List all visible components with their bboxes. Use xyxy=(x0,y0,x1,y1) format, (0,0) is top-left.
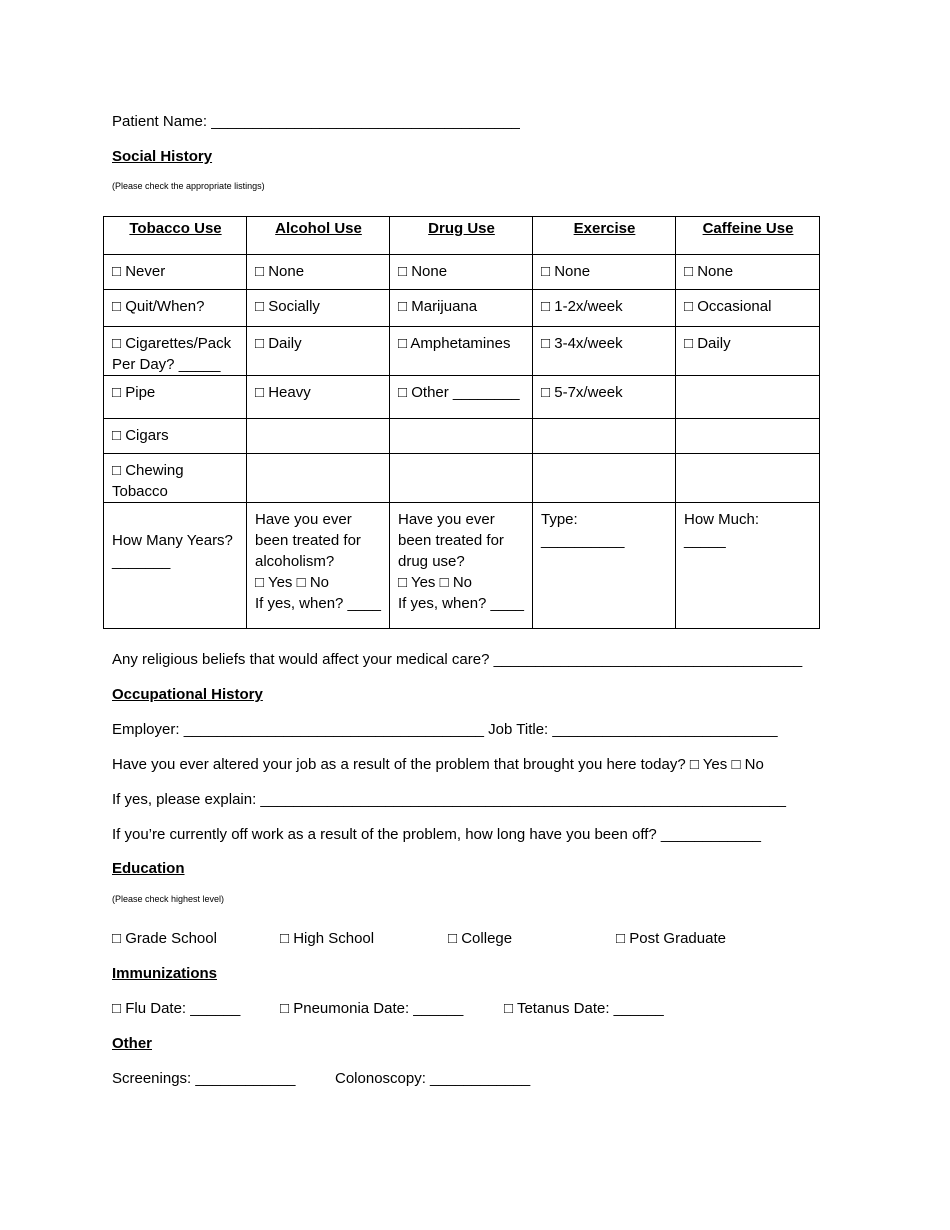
patient-name-line[interactable]: Patient Name: _____________________________________ xyxy=(112,113,520,130)
exercise-type-field[interactable]: Type: __________ xyxy=(533,503,676,629)
immunizations-heading: Immunizations xyxy=(112,965,218,982)
table-row xyxy=(104,454,820,503)
column-header: Caffeine Use xyxy=(676,217,820,255)
table-row xyxy=(104,290,820,327)
checkbox-option[interactable]: □ None xyxy=(533,255,676,290)
education-option-high-school[interactable]: □ High School xyxy=(280,930,375,947)
table-row xyxy=(104,503,820,629)
checkbox-option[interactable]: □ Daily xyxy=(247,327,390,376)
years-field[interactable]: How Many Years? _______ xyxy=(104,503,247,629)
pneumonia-date-field[interactable]: □ Pneumonia Date: ______ xyxy=(280,1000,464,1017)
education-heading: Education xyxy=(112,860,185,877)
education-option-grade-school[interactable]: □ Grade School xyxy=(112,930,217,947)
alcohol-treatment-question[interactable]: Have you ever been treated for alcoholism? □ Yes □ No If yes, when? ____ xyxy=(247,503,390,629)
social-history-note: (Please check the appropriate listings) xyxy=(112,181,265,191)
table-row xyxy=(104,419,820,454)
religious-beliefs-line[interactable]: Any religious beliefs that would affect your medical care? _____________________________________ xyxy=(112,651,803,668)
altered-job-question[interactable]: Have you ever altered your job as a result of the problem that brought you here today? □ Yes □ No xyxy=(112,756,764,773)
table-row xyxy=(104,376,820,419)
social-history-heading: Social History xyxy=(112,148,213,165)
empty-cell xyxy=(247,454,390,503)
education-option-college[interactable]: □ College xyxy=(448,930,513,947)
checkbox-option[interactable]: □ 1-2x/week xyxy=(533,290,676,327)
other-heading: Other xyxy=(112,1035,153,1052)
checkbox-option[interactable]: □ None xyxy=(676,255,820,290)
explain-line[interactable]: If yes, please explain: _______________________________________________________________ xyxy=(112,791,786,808)
checkbox-option[interactable]: □ 5-7x/week xyxy=(533,376,676,419)
checkbox-option[interactable]: □ Amphetamines xyxy=(390,327,533,376)
column-header: Drug Use xyxy=(390,217,533,255)
checkbox-option[interactable]: □ None xyxy=(390,255,533,290)
empty-cell xyxy=(533,419,676,454)
checkbox-option[interactable]: □ Cigarettes/Pack Per Day? _____ xyxy=(104,327,247,376)
empty-cell xyxy=(676,454,820,503)
checkbox-option[interactable]: □ Marijuana xyxy=(390,290,533,327)
checkbox-option[interactable]: □ Chewing Tobacco xyxy=(104,454,247,503)
column-header: Exercise xyxy=(533,217,676,255)
checkbox-option[interactable]: □ Socially xyxy=(247,290,390,327)
column-header: Alcohol Use xyxy=(247,217,390,255)
empty-cell xyxy=(533,454,676,503)
table-row xyxy=(104,327,820,376)
caffeine-amount-field[interactable]: How Much: _____ xyxy=(676,503,820,629)
drug-treatment-question[interactable]: Have you ever been treated for drug use? □ Yes □ No If yes, when? ____ xyxy=(390,503,533,629)
checkbox-option[interactable]: □ Never xyxy=(104,255,247,290)
checkbox-option[interactable]: □ None xyxy=(247,255,390,290)
empty-cell xyxy=(390,419,533,454)
empty-cell xyxy=(676,376,820,419)
empty-cell xyxy=(676,419,820,454)
checkbox-option[interactable]: □ Heavy xyxy=(247,376,390,419)
checkbox-option[interactable]: □ Other ________ xyxy=(390,376,533,419)
colonoscopy-field[interactable]: Colonoscopy: ____________ xyxy=(335,1070,531,1087)
table-header-row xyxy=(104,217,820,255)
occupational-history-heading: Occupational History xyxy=(112,686,263,703)
screenings-field[interactable]: Screenings: ____________ xyxy=(112,1070,296,1087)
education-note: (Please check highest level) xyxy=(112,894,225,904)
checkbox-option[interactable]: □ 3-4x/week xyxy=(533,327,676,376)
checkbox-option[interactable]: □ Pipe xyxy=(104,376,247,419)
social-history-table xyxy=(103,216,820,629)
checkbox-option[interactable]: □ Daily xyxy=(676,327,820,376)
checkbox-option[interactable]: □ Quit/When? xyxy=(104,290,247,327)
checkbox-option[interactable]: □ Cigars xyxy=(104,419,247,454)
education-option-post-graduate[interactable]: □ Post Graduate xyxy=(616,930,726,947)
empty-cell xyxy=(390,454,533,503)
tetanus-date-field[interactable]: □ Tetanus Date: ______ xyxy=(504,1000,664,1017)
off-work-line[interactable]: If you’re currently off work as a result of the problem, how long have you been off? ____________ xyxy=(112,826,762,843)
table-row xyxy=(104,255,820,290)
column-header: Tobacco Use xyxy=(104,217,247,255)
empty-cell xyxy=(247,419,390,454)
checkbox-option[interactable]: □ Occasional xyxy=(676,290,820,327)
flu-date-field[interactable]: □ Flu Date: ______ xyxy=(112,1000,241,1017)
employer-line[interactable]: Employer: ____________________________________ Job Title: ___________________________ xyxy=(112,721,778,738)
